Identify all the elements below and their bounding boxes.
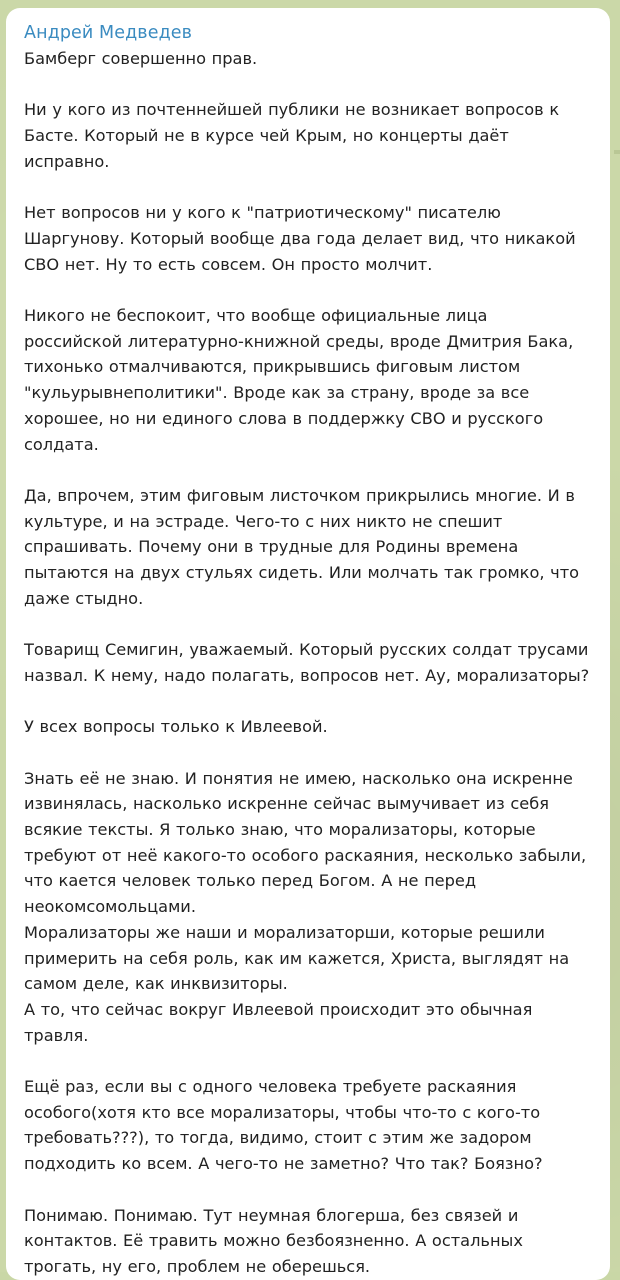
scrollbar-mark[interactable]	[614, 150, 620, 154]
message-line: Знать её не знаю. И понятия не имею, насколько она искренне	[24, 768, 573, 788]
message-line: Нет вопросов ни у кого к "патриотическому" писателю	[24, 203, 501, 223]
message-line: спрашивать. Почему они в трудные для Родины времена	[24, 537, 519, 557]
message-line: контактов. Её травить можно безбоязненно. А остальных	[24, 1231, 523, 1251]
message-line: Ни у кого из почтеннейшей публики не возникает вопросов к	[24, 100, 560, 120]
message-text	[24, 46, 594, 1280]
message-line: Товарищ Семигин, уважаемый. Который русских солдат трусами	[24, 640, 589, 660]
message-line: хорошее, но ни единого слова в поддержку СВО и русского	[24, 408, 544, 428]
message-line: тихонько отмалчиваются, прикрывшись фиговым листом	[24, 357, 521, 377]
message-line: требуют от неё какого-то особого раскаяния, несколько забыли,	[24, 845, 587, 865]
message-paragraph	[24, 97, 594, 174]
message-line: травля.	[24, 1025, 89, 1045]
message-line: требовать???), то тогда, видимо, стоит с этим же задором	[24, 1128, 532, 1148]
message-paragraph	[24, 714, 594, 740]
message-line: исправно.	[24, 151, 110, 171]
message-line: У всех вопросы только к Ивлеевой.	[24, 717, 328, 737]
message-line: пытаются на двух стульях сидеть. Или молчать так громко, что	[24, 563, 580, 582]
message-line: А то, что сейчас вокруг Ивлеевой происходит это обычная	[24, 999, 533, 1019]
message-line: СВО нет. Ну то есть совсем. Он просто молчит.	[24, 254, 433, 274]
message-paragraph	[24, 483, 594, 612]
message-line: подходить ко всем. А чего-то не заметно? Что так? Боязно?	[24, 1154, 543, 1174]
message-line: российской литературно-книжной среды, вроде Дмитрия Бака,	[24, 331, 574, 351]
message-line: Понимаю. Понимаю. Тут неумная блогерша, без связей и	[24, 1205, 519, 1225]
message-paragraph	[24, 766, 594, 1049]
message-line: что кается человек только перед Богом. А не перед	[24, 871, 477, 891]
message-line: солдата.	[24, 434, 99, 454]
message-line: "кульурывнеполитики". Вроде как за страну, вроде за все	[24, 383, 530, 403]
message-author[interactable]: Андрей Медведев	[24, 23, 193, 43]
message-line: Никого не беспокоит, что вообще официальные лица	[24, 305, 488, 325]
message-line: Бамберг совершенно прав.	[24, 49, 258, 68]
message-line: культуре, и на эстраде. Чего-то с них никто не спешит	[24, 511, 503, 531]
message-line: самом деле, как инквизиторы.	[24, 974, 288, 994]
message-paragraph	[24, 200, 594, 277]
message-line: Ещё раз, если вы с одного человека требуете раскаяния	[24, 1077, 517, 1096]
message-line: Басте. Который не в курсе чей Крым, но концерты даёт	[24, 126, 509, 146]
message-line: примерить на себя роль, как им кажется, Христа, выглядят на	[24, 948, 570, 968]
message-line: Морализаторы же наши и морализаторши, которые решили	[24, 922, 545, 942]
message-line: неокомсомольцами.	[24, 897, 196, 917]
message-line: особого(хотя кто все морализаторы, чтобы что-то с кого-то	[24, 1102, 541, 1122]
message-line: назвал. К нему, надо полагать, вопросов нет. Ау, морализаторы?	[24, 665, 590, 685]
message-paragraph	[24, 1074, 594, 1177]
message-line: Да, впрочем, этим фиговым листочком прикрылись многие. И в	[24, 485, 575, 505]
message-bubble[interactable]	[6, 8, 610, 1280]
message-paragraph	[24, 46, 594, 72]
message-line: извинялась, насколько искренне сейчас вымучивает из себя	[24, 794, 549, 814]
message-line: Шаргунову. Который вообще два года делает вид, что никакой	[24, 228, 576, 248]
message-line: трогать, ну его, проблем не оберешься.	[24, 1256, 371, 1276]
message-line: даже стыдно.	[24, 588, 144, 608]
message-line: всякие тексты. Я только знаю, что морализаторы, которые	[24, 819, 536, 839]
message-paragraph	[24, 1203, 594, 1280]
message-paragraph	[24, 637, 594, 688]
message-paragraph	[24, 303, 594, 457]
